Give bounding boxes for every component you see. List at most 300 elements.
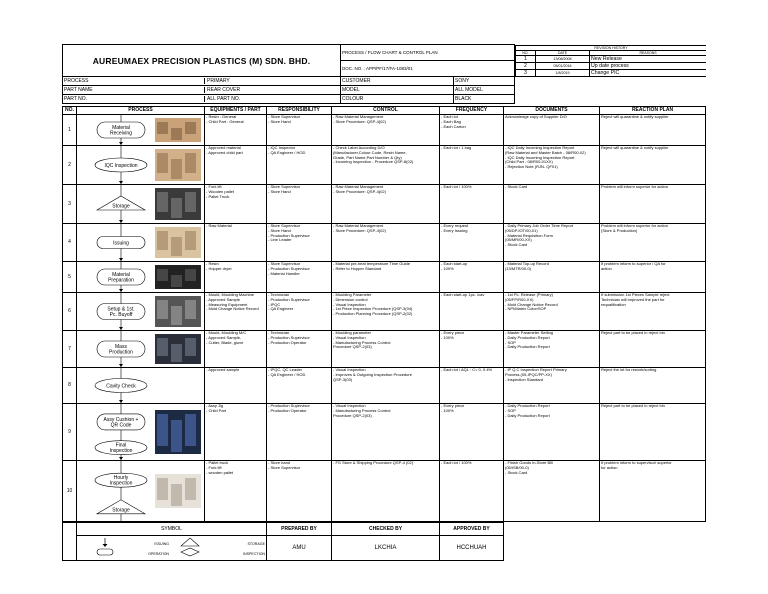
documents-cell xyxy=(504,262,600,293)
rev-col-reasons: REASONS xyxy=(590,50,706,55)
cell-line: - Stock Card xyxy=(505,242,528,248)
cell-line: - Child Part xyxy=(206,407,227,413)
equipment-cell xyxy=(205,368,267,404)
cell-line: If problem inform to superior / QA for xyxy=(601,261,666,266)
process-flow-graphic xyxy=(77,404,205,460)
cell-line: - Visual Inspection xyxy=(333,334,366,340)
equipment-cell xyxy=(205,146,267,185)
cell-line: - 100% xyxy=(441,407,454,413)
documents-cell xyxy=(504,224,600,262)
doc-no: DOC. NO. : APP/PF/17/FA-1083/01 xyxy=(341,61,515,77)
cell-line: - NPI/Matrix Color/SOP xyxy=(505,306,547,312)
control-cell xyxy=(332,404,440,461)
cell-line: - Technician xyxy=(268,330,290,335)
cell-line: - Production Supervisor xyxy=(268,403,310,408)
rev-reason: New Release xyxy=(590,55,706,62)
cell-line: - Resin : General xyxy=(206,114,237,119)
process-step-label: Setup & 1st. Pc. Buyoff xyxy=(107,306,135,318)
cell-line: - IQC Daily Incoming Inspection Report xyxy=(505,154,575,160)
header-field-name: PROCESS xyxy=(63,78,205,84)
row-no: 9 xyxy=(63,404,77,461)
inspection-symbol-icon xyxy=(181,548,199,556)
control-cell xyxy=(332,185,440,224)
cell-line: action xyxy=(601,265,612,271)
process-step-label: Storage xyxy=(112,507,130,514)
cell-line: - Each lot / AQL : C= 0, 0.4% xyxy=(441,367,493,372)
revision-history-title: REVISION HISTORY xyxy=(516,45,706,50)
process-photo xyxy=(155,118,201,142)
control-plan-table xyxy=(62,106,706,522)
header-field-label xyxy=(63,86,341,95)
frequency-cell xyxy=(440,293,504,331)
cell-line: - Production Operator xyxy=(268,407,307,413)
cell-line: - Store Supervisor xyxy=(268,223,301,228)
reaction-plan-cell xyxy=(600,404,706,461)
process-row xyxy=(63,368,706,404)
rev-no: 2 xyxy=(516,62,536,69)
process-step-label: Storage xyxy=(112,203,130,210)
process-flow-graphic xyxy=(77,331,205,367)
cell-line: - Pallet Truck xyxy=(206,193,230,199)
cell-line: - Production Supervisor xyxy=(268,265,310,271)
process-row xyxy=(63,224,706,262)
cell-line: - Dimension control xyxy=(333,296,368,302)
equipment-cell xyxy=(205,293,267,331)
cell-line: - Moulding parameter xyxy=(333,330,372,335)
cell-line: - Visual Inspection xyxy=(333,403,366,408)
header-field-label xyxy=(63,77,341,86)
cell-line: - Visual Inspection xyxy=(333,301,366,307)
header-key: CUSTOMER xyxy=(341,77,454,86)
cell-line: - SOP xyxy=(505,407,516,413)
cell-line: - Production Supervisor xyxy=(268,296,310,302)
cell-line: (05/MR/00-XX) xyxy=(505,237,532,243)
equipment-cell xyxy=(205,461,267,522)
cell-line: (Store & Production) xyxy=(601,227,638,233)
header-field-value: PRIMARY xyxy=(207,78,230,84)
documents-cell xyxy=(504,368,600,404)
reaction-plan-cell xyxy=(600,115,706,146)
header-key-value: ALL MODEL xyxy=(454,86,515,95)
process-step-label: Issuing xyxy=(113,240,129,247)
header-field-label xyxy=(63,95,341,104)
process-flow-graphic xyxy=(77,461,205,521)
cell-line: - Daily Production Report xyxy=(505,334,550,340)
process-flow-cell xyxy=(77,262,205,293)
cell-line: - Wooden pallet xyxy=(206,188,234,194)
cell-line: - Store Procedure: QSP-4(02) xyxy=(333,118,386,124)
cell-line: If submission 1st Pieces Sample reject xyxy=(601,292,670,297)
col-control: CONTROL xyxy=(332,107,440,115)
process-row xyxy=(63,331,706,368)
cell-line: - Fork lift xyxy=(206,464,222,470)
process-photo xyxy=(155,410,201,454)
cell-line: - Material Requisition Form xyxy=(505,232,554,238)
approved-by-label: APPROVED BY xyxy=(440,523,504,536)
row-no: 3 xyxy=(63,185,77,224)
process-step-label: Hourly Inspection xyxy=(109,475,133,487)
equipment-cell xyxy=(205,331,267,368)
equipment-cell xyxy=(205,185,267,224)
process-row xyxy=(63,461,706,522)
process-flow-graphic xyxy=(77,262,205,292)
process-row xyxy=(63,404,706,461)
cell-line: - Approved material xyxy=(206,145,241,150)
reaction-plan-cell xyxy=(600,293,706,331)
cell-line: Technician will improved the part for xyxy=(601,296,665,302)
cell-line: - Assy Jig xyxy=(206,403,224,408)
process-photo xyxy=(155,188,201,220)
cell-line: - Production Operator xyxy=(268,339,307,345)
responsibility-cell xyxy=(267,115,332,146)
cell-line: (05/FP/R00-XX) xyxy=(505,296,534,302)
rev-col-date: DATE xyxy=(536,50,590,55)
col-process: PROCESS xyxy=(77,107,205,115)
row-no: 2 xyxy=(63,146,77,185)
cell-line: - Each lot / 100% xyxy=(441,184,472,189)
cell-line: - Each start-up 1pc. /cav xyxy=(441,292,485,297)
cell-line: - Stock Card xyxy=(505,469,528,475)
revision-row xyxy=(516,55,706,62)
cell-line: - Manufacturing Process Control xyxy=(333,339,391,345)
process-photo xyxy=(155,227,201,258)
cell-line: - QA Engineer xyxy=(268,306,294,312)
cell-line: - Inspection Standard xyxy=(505,376,544,382)
symbol-operation-label: OPERATION xyxy=(148,552,169,556)
cell-line: (13/MTR/00-0) xyxy=(505,265,532,271)
approved-by-value: HCCHUAH xyxy=(440,536,504,561)
cell-line: - 1st Pc. Release (Primary) xyxy=(505,292,554,297)
equipment-cell xyxy=(205,262,267,293)
process-photo xyxy=(155,149,201,181)
responsibility-cell xyxy=(267,262,332,293)
cell-line: - Approved sample xyxy=(206,367,240,372)
cell-line: - IQC Inspector xyxy=(268,145,296,150)
cell-line: - IP Q.C Inspection Report Primary xyxy=(505,367,567,372)
revision-row xyxy=(516,62,706,69)
control-cell xyxy=(332,331,440,368)
documents-cell xyxy=(504,331,600,368)
process-row xyxy=(63,146,706,185)
cell-line: - Raw Material xyxy=(206,223,232,228)
cell-line: - Store Supervisor xyxy=(268,464,301,470)
control-cell xyxy=(332,262,440,293)
cell-line: - Daily Production Report xyxy=(505,344,550,350)
header-key-value: SONY xyxy=(454,77,515,86)
cell-line: - Approved child part xyxy=(206,149,243,155)
symbol-issuing-label: ISSUING xyxy=(154,542,169,546)
col-equipment: EQUIPMENTS / PART xyxy=(205,107,267,115)
process-row xyxy=(63,293,706,331)
equipment-cell xyxy=(205,224,267,262)
cell-line: Grade, Part Name,Part Number & Qty) xyxy=(333,154,402,160)
cell-line: (05/DPJOT/00-01) xyxy=(505,227,538,233)
cell-line: Process (05-IPQC/PP-XX) xyxy=(505,371,552,377)
col-no: NO. xyxy=(63,107,77,115)
rev-reason: Change PIC xyxy=(590,69,706,76)
frequency-cell xyxy=(440,185,504,224)
cell-line: QSP-3(03) xyxy=(333,376,353,382)
cell-line: - Each Bag xyxy=(441,118,461,124)
process-step-label: Final Inspection xyxy=(109,442,133,455)
cell-line: for action xyxy=(601,464,618,470)
symbol-inspection-label: INSPECTION xyxy=(243,552,265,556)
cell-line: - Manufacturing Process Control xyxy=(333,407,391,413)
cell-line: - Every piece xyxy=(441,330,465,335)
cell-line: - Store Supervisor xyxy=(268,114,301,119)
cell-line: - Moulding Parameter xyxy=(333,292,372,297)
process-flow-cell xyxy=(77,115,205,146)
control-cell xyxy=(332,368,440,404)
process-step-label: Mass Production xyxy=(109,344,133,356)
cell-line: Reject will quarantine & notify supplier xyxy=(601,114,669,119)
cell-line: - Cutter, Blade, glove xyxy=(206,339,244,345)
process-flow-graphic xyxy=(77,368,205,403)
cell-line: - QA Engineer / HOD xyxy=(268,149,306,155)
frequency-cell xyxy=(440,146,504,185)
control-cell xyxy=(332,461,440,522)
symbol-label: SYMBOL xyxy=(77,523,267,536)
cell-line: - Store Supervisor xyxy=(268,261,301,266)
control-cell xyxy=(332,146,440,185)
cell-line: requalification xyxy=(601,301,626,307)
frequency-cell xyxy=(440,368,504,404)
documents-cell xyxy=(504,404,600,461)
cell-line: - Every Issuing xyxy=(441,227,468,233)
prepared-by-label: PREPARED BY xyxy=(267,523,332,536)
cell-line: - 100% xyxy=(441,265,454,271)
checked-by-value: LKCHIA xyxy=(332,536,440,561)
symbol-legend-graphic xyxy=(77,536,267,558)
cell-line: - Each start-up xyxy=(441,261,468,266)
process-photo xyxy=(155,334,201,364)
reaction-plan-cell xyxy=(600,368,706,404)
cell-line: Reject part to be placed in reject bin xyxy=(601,330,665,335)
prepared-by-value: AMU xyxy=(267,536,332,561)
cell-line: - Material Handler xyxy=(268,270,300,276)
rev-no: 3 xyxy=(516,69,536,76)
documents-cell xyxy=(504,185,600,224)
cell-line: Problem will inform superior for action xyxy=(601,184,668,189)
signature-table xyxy=(62,522,706,561)
cell-line: - QA Engineer / HOD xyxy=(268,371,306,377)
row-no: 10 xyxy=(63,461,77,522)
header-table xyxy=(62,44,706,104)
control-cell xyxy=(332,115,440,146)
cell-line: - Approved Sample xyxy=(206,296,241,302)
row-no: 5 xyxy=(63,262,77,293)
header-field-value: REAR COVER xyxy=(207,87,241,93)
cell-line: Reject the lot for rework/sorting xyxy=(601,367,657,372)
frequency-cell xyxy=(440,404,504,461)
header-key-value: BLACK xyxy=(454,95,515,104)
process-row xyxy=(63,185,706,224)
documents-cell xyxy=(504,115,600,146)
cell-line: - Store Supervisor xyxy=(268,184,301,189)
reaction-plan-cell xyxy=(600,185,706,224)
cell-line: - FG Store & Shipping Procedure QSP-4 (02) xyxy=(333,460,414,465)
col-responsibility: RESPONSIBILITY xyxy=(267,107,332,115)
cell-line: - Approved Sample, xyxy=(206,334,242,340)
cell-line: - Every request xyxy=(441,223,469,228)
cell-line: Problem will inform superior for action xyxy=(601,223,668,228)
equipment-cell xyxy=(205,404,267,461)
header-field-name: PART NO. xyxy=(63,96,205,102)
responsibility-cell xyxy=(267,461,332,522)
cell-line: - Measuring Equipment xyxy=(206,301,248,307)
cell-line: Procedure QSP-2(03) xyxy=(333,344,372,350)
cell-line: - 1st Piece Inspection Procedure (QSP-3(04) xyxy=(333,306,413,312)
symbol-storage-label: STORAGE xyxy=(247,542,265,546)
process-flow-cell xyxy=(77,368,205,404)
cell-line: - Raw Material Management xyxy=(333,184,384,189)
cell-line: - Pallet truck xyxy=(206,460,229,465)
cell-line: - Check Label According D/O xyxy=(333,145,385,150)
cell-line: - Line Leader xyxy=(268,237,292,243)
process-flow-cell xyxy=(77,461,205,522)
cell-line: - 100% xyxy=(441,334,454,340)
cell-line: - Production Supervisor xyxy=(268,232,310,238)
process-flow-graphic xyxy=(77,185,205,223)
cell-line: - Production Planning Procedure (QSP-2(02) xyxy=(333,311,413,317)
cell-line: (Child Part - 08/R00-01XX) xyxy=(505,159,553,165)
row-no: 1 xyxy=(63,115,77,146)
cell-line: - Stock Card xyxy=(505,184,528,189)
header-field-value: ALL PART NO. xyxy=(207,96,241,102)
process-flow-cell xyxy=(77,331,205,368)
cell-line: - Technician xyxy=(268,292,290,297)
responsibility-cell xyxy=(267,224,332,262)
process-flow-cell xyxy=(77,293,205,331)
cell-line: Acknowledge copy of Supplier D/O xyxy=(505,114,567,119)
cell-line: - Fork lift xyxy=(206,184,222,189)
reaction-plan-cell xyxy=(600,461,706,522)
cell-line: - Store Procedure: QSP-4(02) xyxy=(333,227,386,233)
cell-line: - Store Hand xyxy=(268,227,291,233)
cell-line: - Mold Change Notice Record xyxy=(206,306,259,312)
frequency-cell xyxy=(440,262,504,293)
col-documents: DOCUMENTS xyxy=(504,107,600,115)
reaction-plan-cell xyxy=(600,146,706,185)
cell-line: Reject will quarantine & notify supplier xyxy=(601,145,669,150)
documents-cell xyxy=(504,293,600,331)
responsibility-cell xyxy=(267,404,332,461)
cell-line: - Master Parameter Setting xyxy=(505,330,554,335)
cell-line: - Production Supervisor xyxy=(268,334,310,340)
responsibility-cell xyxy=(267,368,332,404)
process-step-label: Cavity Check xyxy=(106,383,136,390)
process-flow-graphic xyxy=(77,146,205,184)
cell-line: - Mould, Moulding M/C xyxy=(206,330,247,335)
cell-line: - Daily Production Report xyxy=(505,403,550,408)
cell-line: - IPQC, QC Leader xyxy=(268,367,303,372)
frequency-cell xyxy=(440,115,504,146)
documents-cell xyxy=(504,461,600,522)
company-name: AUREUMAEX PRECISION PLASTICS (M) SDN. BHD. xyxy=(63,45,341,77)
cell-line: If problem inform to supervisor/ superior xyxy=(601,460,672,465)
process-row xyxy=(63,262,706,293)
process-photo xyxy=(155,265,201,289)
process-step-label: Material Preparation xyxy=(108,272,134,284)
frequency-cell xyxy=(440,224,504,262)
reaction-plan-cell xyxy=(600,331,706,368)
cell-line: (Manufacturer,Colour Code, Resin Name, xyxy=(333,149,407,155)
rev-col-no: NO. xyxy=(516,50,536,55)
rev-reason: Up date process xyxy=(590,62,706,69)
process-flow-cell xyxy=(77,185,205,224)
cell-line: - Resin xyxy=(206,261,219,266)
cell-line: - Each Carton xyxy=(441,123,466,129)
header-key: COLOUR xyxy=(341,95,454,104)
row-no: 8 xyxy=(63,368,77,404)
header-field-name: PART NAME xyxy=(63,87,205,93)
process-step-label: IQC Inspection xyxy=(104,162,138,169)
process-flow-cell xyxy=(77,224,205,262)
cell-line: - Every piece xyxy=(441,403,465,408)
process-step-label: Material Receiving xyxy=(110,125,132,137)
cell-line: - Finish Goods In-Store Bill xyxy=(505,460,553,465)
control-cell xyxy=(332,293,440,331)
responsibility-cell xyxy=(267,331,332,368)
cell-line: (Raw Material and Master Batch - 08/R00-02) xyxy=(505,149,586,155)
cell-line: - Mould, Moulding Machine xyxy=(206,292,255,297)
operation-symbol-icon xyxy=(97,549,113,555)
cell-line: - Incoming Inspection - Procedure QSP-8(02) xyxy=(333,159,414,165)
rev-date: 1/8/2019 xyxy=(536,69,590,76)
cell-line: - SOP xyxy=(505,339,516,345)
storage-symbol-icon xyxy=(181,538,199,546)
cell-line: - Material pre-heat temperature Time Guide xyxy=(333,261,410,266)
responsibility-cell xyxy=(267,185,332,224)
cell-line: - Improves & Outgoing Inspection Procedure xyxy=(333,371,412,377)
checked-by-label: CHECKED BY xyxy=(332,523,440,536)
process-row xyxy=(63,115,706,146)
cell-line: - Raw Material Management xyxy=(333,114,384,119)
cell-line: - wooden pallet xyxy=(206,469,234,475)
process-photo xyxy=(155,474,201,508)
revision-row xyxy=(516,69,706,76)
row-no: 7 xyxy=(63,331,77,368)
cell-line: - Each lot / 1 bag xyxy=(441,145,472,150)
frequency-cell xyxy=(440,331,504,368)
process-flow-graphic xyxy=(77,115,205,145)
cell-line: - Child Part : General xyxy=(206,118,244,124)
revision-history-table xyxy=(515,45,706,77)
cell-line: (05/ISB/00-0) xyxy=(505,464,529,470)
cell-line: - Refer to Hopper Standard xyxy=(333,265,382,271)
row-no: 6 xyxy=(63,293,77,331)
process-flow-cell xyxy=(77,146,205,185)
cell-line: - Store Procedure: QSP-4(02) xyxy=(333,188,386,194)
documents-cell xyxy=(504,146,600,185)
cell-line: Procedure QSP-2(03) xyxy=(333,412,372,418)
cell-line: - IQC Daily Incoming Inspection Report xyxy=(505,145,575,150)
doc-title: PROCESS / FLOW CHART & CONTROL PLAN xyxy=(341,45,515,61)
control-cell xyxy=(332,224,440,262)
row-no: 4 xyxy=(63,224,77,262)
symbol-legend xyxy=(77,536,267,561)
process-flow-graphic xyxy=(77,293,205,330)
reaction-plan-cell xyxy=(600,224,706,262)
rev-date: 05/01/2016 xyxy=(536,62,590,69)
cell-line: - Raw Material Management xyxy=(333,223,384,228)
cell-line: - Daily Primary Job Order Time Report xyxy=(505,223,574,228)
cell-line: - Rejection Note (RJN- QF01) xyxy=(505,164,558,170)
control-plan-page xyxy=(62,44,705,561)
cell-line: - Store Hand xyxy=(268,118,291,124)
cell-line: - Material Top-up Record xyxy=(505,261,549,266)
cell-line: - Store hand xyxy=(268,460,291,465)
